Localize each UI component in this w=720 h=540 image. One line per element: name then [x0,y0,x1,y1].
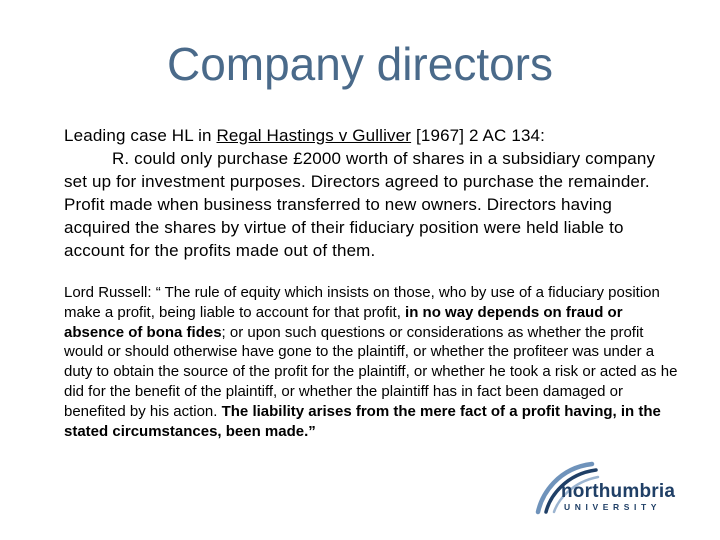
case-summary-body: R. could only purchase £2000 worth of shares in a subsidiary company set up for investment purposes. Directors agreed to purchase the remainder. Profit made when business transferred to new owners. Directors having acquired the shares by virtue of their fiduciary position were held liable to account for the profits made out of them. [64,149,656,260]
case-name: Regal Hastings v Gulliver [216,126,412,145]
slide-title: Company directors [166,38,554,90]
case-citation: [1967] 2 AC 134: [411,126,546,145]
case-summary-paragraph [64,124,682,262]
case-lead-text: Leading case HL in [64,126,217,145]
northumbria-university-logo [528,456,688,516]
quote-bold-segment-2: The liability arises from the mere fact of a profit having, in the stated circumstances, been made.” [64,402,661,440]
lord-russell-quote [64,283,686,441]
quote-segment-1: Lord Russell: “ The rule of equity which insists on those, who by use of a fiduciary position make a profit, being liable to account for that profit, [64,284,660,321]
logo-wordmark: northumbria [561,481,676,502]
quote-segment-2: ; or upon such questions or considerations as whether the profit would or should otherwise have gone to the plaintiff, or whether the profiteer was under a duty to obtain the source of the profit for the plaintiff, or whether he took a risk or acted as he did for the benefit of the plaintiff, or whether the plaintiff has in fact been damaged or benefited by his action. [64,323,678,420]
quote-bold-segment-1: in no way depends on fraud or absence of bona fides [64,303,623,341]
logo-subtitle: UNIVERSITY [564,502,662,512]
